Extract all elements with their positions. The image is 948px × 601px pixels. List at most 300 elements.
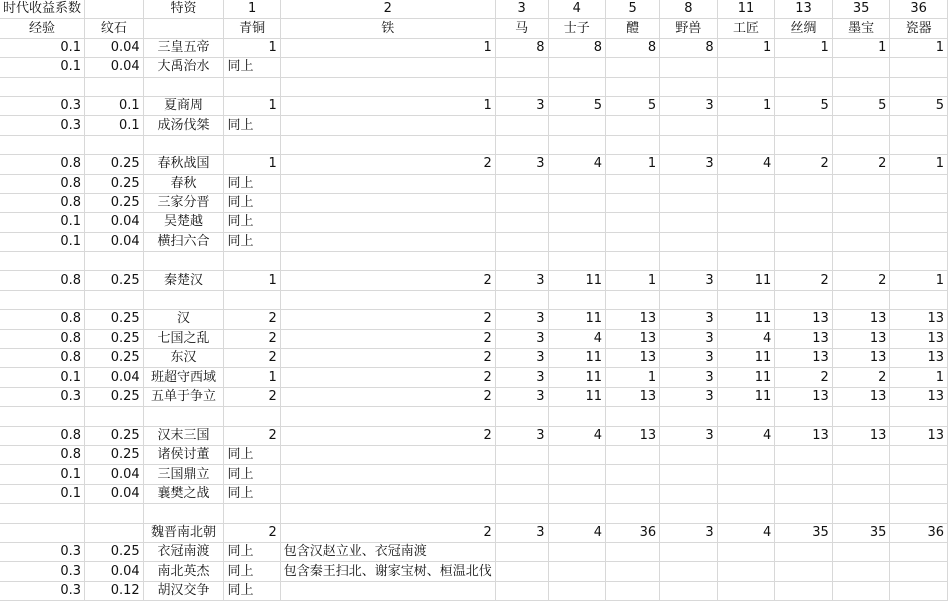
table-cell[interactable]: 13 xyxy=(832,387,890,406)
table-cell[interactable]: 8 xyxy=(660,38,718,57)
table-cell[interactable]: 13 xyxy=(832,329,890,348)
table-cell[interactable]: 2 xyxy=(280,349,495,368)
table-cell[interactable]: 11 xyxy=(548,310,606,329)
table-cell[interactable] xyxy=(224,252,280,271)
table-cell[interactable]: 1 xyxy=(280,96,495,115)
table-cell[interactable] xyxy=(832,116,890,135)
table-cell[interactable]: 1 xyxy=(717,38,775,57)
table-cell[interactable]: 13 xyxy=(890,310,948,329)
table-cell[interactable]: 13 xyxy=(890,387,948,406)
table-cell[interactable]: 1 xyxy=(280,38,495,57)
table-cell[interactable] xyxy=(280,58,495,77)
table-cell[interactable]: 1 xyxy=(606,155,660,174)
table-cell[interactable]: 3 xyxy=(495,310,548,329)
table-cell[interactable] xyxy=(280,77,495,96)
table-cell[interactable] xyxy=(717,116,775,135)
table-cell[interactable]: 0.04 xyxy=(85,465,144,484)
table-cell[interactable]: 同上 xyxy=(224,542,280,561)
table-cell[interactable]: 0.1 xyxy=(0,38,85,57)
table-cell[interactable]: 13 xyxy=(832,349,890,368)
table-cell[interactable]: 同上 xyxy=(224,213,280,232)
table-cell[interactable]: 11 xyxy=(548,271,606,290)
table-cell[interactable] xyxy=(548,407,606,426)
table-cell[interactable]: 2 xyxy=(832,368,890,387)
table-cell[interactable] xyxy=(832,445,890,464)
table-cell[interactable] xyxy=(85,135,144,154)
table-cell[interactable]: 纹石 xyxy=(85,19,144,38)
table-cell[interactable]: 2 xyxy=(280,523,495,542)
table-cell[interactable] xyxy=(660,116,718,135)
table-cell[interactable] xyxy=(280,290,495,309)
table-cell[interactable] xyxy=(660,290,718,309)
table-cell[interactable] xyxy=(548,77,606,96)
table-cell[interactable] xyxy=(224,504,280,523)
table-cell[interactable]: 1 xyxy=(606,368,660,387)
table-cell[interactable] xyxy=(224,77,280,96)
table-cell[interactable] xyxy=(280,135,495,154)
table-cell[interactable] xyxy=(890,445,948,464)
table-cell[interactable]: 2 xyxy=(280,271,495,290)
table-cell[interactable]: 成汤伐桀 xyxy=(143,116,224,135)
table-cell[interactable]: 2 xyxy=(775,271,833,290)
table-cell[interactable] xyxy=(280,213,495,232)
table-cell[interactable] xyxy=(890,77,948,96)
table-cell[interactable] xyxy=(890,174,948,193)
table-cell[interactable] xyxy=(143,290,224,309)
table-cell[interactable]: 时代收益系数 xyxy=(0,0,85,19)
table-cell[interactable] xyxy=(775,504,833,523)
table-cell[interactable]: 吴楚越 xyxy=(143,213,224,232)
table-cell[interactable]: 0.1 xyxy=(85,116,144,135)
table-cell[interactable]: 35 xyxy=(832,0,890,19)
table-cell[interactable] xyxy=(85,252,144,271)
table-cell[interactable]: 2 xyxy=(832,155,890,174)
table-cell[interactable]: 8 xyxy=(660,0,718,19)
table-cell[interactable]: 特资 xyxy=(143,0,224,19)
table-cell[interactable]: 秦楚汉 xyxy=(143,271,224,290)
table-cell[interactable]: 1 xyxy=(832,38,890,57)
table-cell[interactable]: 五单于争立 xyxy=(143,387,224,406)
table-cell[interactable] xyxy=(548,290,606,309)
table-cell[interactable]: 包含汉赵立业、衣冠南渡 xyxy=(280,542,495,561)
table-cell[interactable]: 8 xyxy=(606,38,660,57)
table-cell[interactable]: 同上 xyxy=(224,465,280,484)
table-cell[interactable] xyxy=(890,562,948,581)
table-cell[interactable] xyxy=(606,135,660,154)
table-cell[interactable]: 3 xyxy=(660,155,718,174)
table-cell[interactable]: 0.8 xyxy=(0,445,85,464)
table-cell[interactable] xyxy=(775,232,833,251)
table-cell[interactable]: 2 xyxy=(280,329,495,348)
table-cell[interactable] xyxy=(280,252,495,271)
table-cell[interactable] xyxy=(832,465,890,484)
table-cell[interactable] xyxy=(832,193,890,212)
table-cell[interactable]: 大禹治水 xyxy=(143,58,224,77)
table-cell[interactable] xyxy=(0,504,85,523)
table-cell[interactable]: 0.25 xyxy=(85,542,144,561)
table-cell[interactable] xyxy=(775,465,833,484)
table-cell[interactable] xyxy=(660,504,718,523)
table-cell[interactable] xyxy=(143,407,224,426)
table-cell[interactable] xyxy=(606,562,660,581)
table-cell[interactable]: 0.25 xyxy=(85,310,144,329)
table-cell[interactable] xyxy=(0,77,85,96)
table-cell[interactable]: 0.1 xyxy=(0,465,85,484)
table-cell[interactable]: 13 xyxy=(775,426,833,445)
table-cell[interactable] xyxy=(717,504,775,523)
table-cell[interactable]: 东汉 xyxy=(143,349,224,368)
table-cell[interactable] xyxy=(548,465,606,484)
table-cell[interactable]: 0.8 xyxy=(0,155,85,174)
table-cell[interactable] xyxy=(775,445,833,464)
table-cell[interactable] xyxy=(890,213,948,232)
table-cell[interactable] xyxy=(832,581,890,600)
table-cell[interactable]: 1 xyxy=(224,0,280,19)
table-cell[interactable]: 11 xyxy=(717,387,775,406)
table-cell[interactable] xyxy=(660,232,718,251)
table-cell[interactable]: 马 xyxy=(495,19,548,38)
table-cell[interactable] xyxy=(280,174,495,193)
table-cell[interactable]: 2 xyxy=(280,426,495,445)
table-cell[interactable]: 13 xyxy=(606,329,660,348)
table-cell[interactable] xyxy=(548,232,606,251)
table-cell[interactable]: 4 xyxy=(548,155,606,174)
table-cell[interactable] xyxy=(717,290,775,309)
table-cell[interactable]: 13 xyxy=(890,329,948,348)
table-cell[interactable] xyxy=(495,465,548,484)
table-cell[interactable]: 0.04 xyxy=(85,562,144,581)
table-cell[interactable]: 丝绸 xyxy=(775,19,833,38)
table-cell[interactable]: 1 xyxy=(890,368,948,387)
table-cell[interactable] xyxy=(832,542,890,561)
table-cell[interactable] xyxy=(606,77,660,96)
table-cell[interactable]: 2 xyxy=(280,0,495,19)
table-cell[interactable] xyxy=(832,174,890,193)
table-cell[interactable] xyxy=(832,232,890,251)
table-cell[interactable]: 0.04 xyxy=(85,213,144,232)
table-cell[interactable]: 13 xyxy=(832,310,890,329)
table-cell[interactable]: 0.25 xyxy=(85,349,144,368)
table-cell[interactable]: 3 xyxy=(660,387,718,406)
table-cell[interactable] xyxy=(775,193,833,212)
table-cell[interactable]: 醴 xyxy=(606,19,660,38)
table-cell[interactable] xyxy=(775,174,833,193)
table-cell[interactable]: 春秋战国 xyxy=(143,155,224,174)
table-cell[interactable]: 13 xyxy=(890,426,948,445)
table-cell[interactable]: 春秋 xyxy=(143,174,224,193)
table-cell[interactable]: 3 xyxy=(660,310,718,329)
table-cell[interactable] xyxy=(606,290,660,309)
table-cell[interactable]: 5 xyxy=(775,96,833,115)
table-cell[interactable] xyxy=(890,407,948,426)
table-cell[interactable] xyxy=(890,484,948,503)
table-cell[interactable]: 2 xyxy=(775,368,833,387)
table-cell[interactable] xyxy=(717,58,775,77)
table-cell[interactable] xyxy=(832,77,890,96)
table-cell[interactable] xyxy=(606,542,660,561)
table-cell[interactable]: 0.04 xyxy=(85,38,144,57)
table-cell[interactable] xyxy=(280,193,495,212)
table-cell[interactable] xyxy=(495,445,548,464)
table-cell[interactable] xyxy=(660,77,718,96)
table-cell[interactable]: 3 xyxy=(660,349,718,368)
table-cell[interactable]: 4 xyxy=(548,329,606,348)
table-cell[interactable] xyxy=(143,504,224,523)
table-cell[interactable]: 11 xyxy=(548,387,606,406)
table-cell[interactable]: 1 xyxy=(717,96,775,115)
table-cell[interactable]: 同上 xyxy=(224,562,280,581)
table-cell[interactable]: 南北英杰 xyxy=(143,562,224,581)
table-cell[interactable] xyxy=(548,445,606,464)
table-cell[interactable] xyxy=(548,58,606,77)
table-cell[interactable]: 0.1 xyxy=(0,368,85,387)
table-cell[interactable] xyxy=(717,135,775,154)
table-cell[interactable] xyxy=(280,465,495,484)
table-cell[interactable]: 2 xyxy=(280,387,495,406)
table-cell[interactable] xyxy=(548,542,606,561)
table-cell[interactable]: 0.25 xyxy=(85,445,144,464)
table-cell[interactable]: 13 xyxy=(832,426,890,445)
table-cell[interactable] xyxy=(890,193,948,212)
table-cell[interactable]: 3 xyxy=(495,0,548,19)
table-cell[interactable]: 4 xyxy=(548,426,606,445)
table-cell[interactable] xyxy=(495,252,548,271)
table-cell[interactable]: 0.3 xyxy=(0,116,85,135)
table-cell[interactable] xyxy=(660,484,718,503)
table-cell[interactable] xyxy=(717,252,775,271)
table-cell[interactable] xyxy=(495,407,548,426)
table-cell[interactable] xyxy=(280,484,495,503)
table-cell[interactable]: 3 xyxy=(495,349,548,368)
table-cell[interactable]: 13 xyxy=(606,310,660,329)
table-cell[interactable] xyxy=(548,252,606,271)
table-cell[interactable] xyxy=(775,542,833,561)
table-cell[interactable] xyxy=(890,232,948,251)
table-cell[interactable] xyxy=(495,135,548,154)
table-cell[interactable]: 4 xyxy=(548,0,606,19)
table-cell[interactable] xyxy=(495,562,548,581)
table-cell[interactable]: 0.12 xyxy=(85,581,144,600)
table-cell[interactable]: 0.1 xyxy=(0,232,85,251)
table-cell[interactable] xyxy=(0,252,85,271)
table-cell[interactable]: 野兽 xyxy=(660,19,718,38)
table-cell[interactable]: 11 xyxy=(548,368,606,387)
table-cell[interactable]: 11 xyxy=(717,349,775,368)
table-cell[interactable] xyxy=(775,581,833,600)
table-cell[interactable]: 同上 xyxy=(224,581,280,600)
table-cell[interactable] xyxy=(775,58,833,77)
table-cell[interactable] xyxy=(606,581,660,600)
table-cell[interactable]: 11 xyxy=(717,368,775,387)
table-cell[interactable]: 0.8 xyxy=(0,193,85,212)
table-cell[interactable]: 瓷器 xyxy=(890,19,948,38)
table-cell[interactable]: 2 xyxy=(224,329,280,348)
table-cell[interactable] xyxy=(143,77,224,96)
table-cell[interactable] xyxy=(224,290,280,309)
table-cell[interactable]: 4 xyxy=(717,426,775,445)
table-cell[interactable]: 0.25 xyxy=(85,193,144,212)
table-cell[interactable] xyxy=(548,504,606,523)
table-cell[interactable]: 胡汉交争 xyxy=(143,581,224,600)
table-cell[interactable] xyxy=(660,562,718,581)
table-cell[interactable]: 1 xyxy=(606,271,660,290)
table-cell[interactable]: 0.25 xyxy=(85,426,144,445)
table-cell[interactable] xyxy=(85,523,144,542)
table-cell[interactable] xyxy=(660,445,718,464)
table-cell[interactable] xyxy=(280,116,495,135)
table-cell[interactable]: 3 xyxy=(495,155,548,174)
table-cell[interactable] xyxy=(890,581,948,600)
table-cell[interactable]: 同上 xyxy=(224,58,280,77)
table-cell[interactable] xyxy=(85,504,144,523)
table-cell[interactable]: 汉末三国 xyxy=(143,426,224,445)
table-cell[interactable] xyxy=(890,252,948,271)
table-cell[interactable]: 11 xyxy=(717,310,775,329)
table-cell[interactable] xyxy=(495,77,548,96)
table-cell[interactable] xyxy=(660,581,718,600)
table-cell[interactable]: 35 xyxy=(832,523,890,542)
table-cell[interactable]: 3 xyxy=(495,426,548,445)
table-cell[interactable] xyxy=(548,174,606,193)
table-cell[interactable]: 0.1 xyxy=(0,58,85,77)
table-cell[interactable]: 同上 xyxy=(224,484,280,503)
table-cell[interactable]: 0.8 xyxy=(0,310,85,329)
table-cell[interactable] xyxy=(717,542,775,561)
table-cell[interactable]: 11 xyxy=(717,0,775,19)
table-cell[interactable]: 0.04 xyxy=(85,484,144,503)
table-cell[interactable] xyxy=(224,135,280,154)
table-cell[interactable]: 0.3 xyxy=(0,562,85,581)
table-cell[interactable]: 3 xyxy=(495,329,548,348)
table-cell[interactable]: 5 xyxy=(548,96,606,115)
table-cell[interactable]: 2 xyxy=(280,310,495,329)
table-cell[interactable] xyxy=(890,465,948,484)
table-cell[interactable] xyxy=(717,77,775,96)
table-cell[interactable] xyxy=(85,290,144,309)
table-cell[interactable] xyxy=(890,504,948,523)
table-cell[interactable]: 0.25 xyxy=(85,329,144,348)
table-cell[interactable]: 2 xyxy=(280,368,495,387)
table-cell[interactable]: 包含秦王扫北、谢家宝树、桓温北伐 xyxy=(280,562,495,581)
table-cell[interactable] xyxy=(606,213,660,232)
table-cell[interactable]: 2 xyxy=(224,523,280,542)
table-cell[interactable]: 11 xyxy=(717,271,775,290)
table-cell[interactable] xyxy=(775,290,833,309)
table-cell[interactable]: 汉 xyxy=(143,310,224,329)
table-cell[interactable] xyxy=(280,407,495,426)
table-cell[interactable]: 3 xyxy=(660,96,718,115)
table-cell[interactable] xyxy=(890,290,948,309)
table-cell[interactable] xyxy=(495,116,548,135)
table-cell[interactable]: 13 xyxy=(606,349,660,368)
table-cell[interactable]: 3 xyxy=(660,523,718,542)
table-cell[interactable]: 5 xyxy=(890,96,948,115)
table-cell[interactable] xyxy=(775,252,833,271)
table-cell[interactable] xyxy=(717,193,775,212)
table-cell[interactable]: 0.04 xyxy=(85,368,144,387)
table-cell[interactable] xyxy=(495,174,548,193)
table-cell[interactable] xyxy=(280,232,495,251)
table-cell[interactable]: 35 xyxy=(775,523,833,542)
table-cell[interactable] xyxy=(606,504,660,523)
table-cell[interactable] xyxy=(606,445,660,464)
table-cell[interactable] xyxy=(660,542,718,561)
table-cell[interactable] xyxy=(660,174,718,193)
table-cell[interactable] xyxy=(495,542,548,561)
table-cell[interactable] xyxy=(832,252,890,271)
table-cell[interactable]: 1 xyxy=(224,271,280,290)
table-cell[interactable]: 0.3 xyxy=(0,387,85,406)
table-cell[interactable] xyxy=(548,484,606,503)
table-cell[interactable] xyxy=(775,77,833,96)
table-cell[interactable] xyxy=(548,213,606,232)
table-cell[interactable]: 同上 xyxy=(224,116,280,135)
table-cell[interactable] xyxy=(606,193,660,212)
table-cell[interactable]: 8 xyxy=(495,38,548,57)
table-cell[interactable] xyxy=(495,484,548,503)
table-cell[interactable]: 36 xyxy=(890,523,948,542)
table-cell[interactable] xyxy=(606,232,660,251)
table-cell[interactable]: 士子 xyxy=(548,19,606,38)
table-cell[interactable] xyxy=(832,504,890,523)
table-cell[interactable]: 1 xyxy=(224,155,280,174)
table-cell[interactable]: 13 xyxy=(606,387,660,406)
table-cell[interactable]: 1 xyxy=(890,38,948,57)
table-cell[interactable]: 1 xyxy=(775,38,833,57)
table-cell[interactable]: 同上 xyxy=(224,193,280,212)
table-cell[interactable]: 襄樊之战 xyxy=(143,484,224,503)
table-cell[interactable]: 1 xyxy=(224,96,280,115)
table-cell[interactable] xyxy=(660,58,718,77)
table-cell[interactable] xyxy=(717,232,775,251)
table-cell[interactable] xyxy=(280,581,495,600)
table-cell[interactable]: 3 xyxy=(660,368,718,387)
table-cell[interactable] xyxy=(548,135,606,154)
table-cell[interactable]: 0.3 xyxy=(0,96,85,115)
table-cell[interactable]: 魏晋南北朝 xyxy=(143,523,224,542)
table-cell[interactable]: 1 xyxy=(224,38,280,57)
table-cell[interactable]: 0.25 xyxy=(85,174,144,193)
table-cell[interactable] xyxy=(0,135,85,154)
table-cell[interactable]: 墨宝 xyxy=(832,19,890,38)
table-cell[interactable] xyxy=(717,213,775,232)
table-cell[interactable]: 0.04 xyxy=(85,232,144,251)
table-cell[interactable] xyxy=(832,484,890,503)
table-cell[interactable]: 4 xyxy=(717,523,775,542)
table-cell[interactable] xyxy=(775,116,833,135)
table-cell[interactable]: 同上 xyxy=(224,232,280,251)
table-cell[interactable]: 2 xyxy=(224,426,280,445)
table-cell[interactable] xyxy=(832,58,890,77)
table-cell[interactable] xyxy=(832,562,890,581)
table-cell[interactable]: 0.8 xyxy=(0,174,85,193)
table-cell[interactable]: 同上 xyxy=(224,174,280,193)
table-cell[interactable] xyxy=(495,581,548,600)
table-cell[interactable] xyxy=(890,58,948,77)
table-cell[interactable]: 3 xyxy=(495,271,548,290)
table-cell[interactable] xyxy=(606,116,660,135)
table-cell[interactable]: 2 xyxy=(224,387,280,406)
table-cell[interactable]: 36 xyxy=(606,523,660,542)
table-cell[interactable]: 三家分晋 xyxy=(143,193,224,212)
table-cell[interactable] xyxy=(85,0,144,19)
table-cell[interactable] xyxy=(495,232,548,251)
table-cell[interactable]: 0.8 xyxy=(0,349,85,368)
table-cell[interactable] xyxy=(0,407,85,426)
table-cell[interactable] xyxy=(775,562,833,581)
table-cell[interactable] xyxy=(660,407,718,426)
table-cell[interactable] xyxy=(143,252,224,271)
